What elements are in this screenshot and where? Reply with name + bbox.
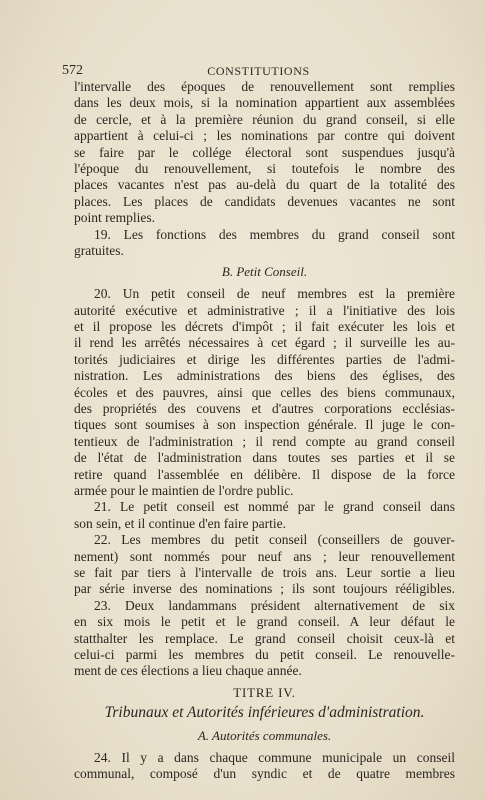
article-line: 22. Les membres du petit conseil (conseillers de gouver- <box>94 532 455 548</box>
body-text <box>74 79 455 782</box>
text-line: places. Les places de candidats devenues vacantes ne sont <box>74 193 455 209</box>
text-line: torités judiciaires et dirige les différentes parties de l'admi- <box>74 351 455 367</box>
page-number: 572 <box>62 63 83 78</box>
text-line: et il propose les décrets d'impôt ; il fait exécuter les lois et <box>74 319 455 335</box>
article-line: 24. Il y a dans chaque commune municipale un conseil <box>94 749 455 765</box>
text-line: nement) sont nommés pour neuf ans ; leur renouvellement <box>74 548 455 564</box>
article-line: 20. Un petit conseil de neuf membres est la première <box>94 286 455 302</box>
text-line: il rend les arrêtés nécessaires à cet égard ; il surveille les au- <box>74 335 455 351</box>
text-line: par série inverse des nominations ; ils sont toujours rééligibles. <box>74 581 455 597</box>
text-line: celui-ci parmi les membres du petit conseil. Le renouvelle- <box>74 646 455 662</box>
text-line: dans les deux mois, si la nomination appartient aux assemblées <box>74 95 455 111</box>
text-line: se fait par tiers à l'intervalle de trois ans. Leur sortie a lieu <box>74 564 455 580</box>
text-line: gratuites. <box>74 242 124 258</box>
text-line: armée pour le maintien de l'ordre public. <box>74 482 294 498</box>
article-line: 23. Deux landammans président alternativement de six <box>94 597 455 613</box>
title-subheading: Tribunaux et Autorités inférieures d'administration. <box>104 703 425 721</box>
text-line: l'intervalle des époques de renouvellement sont remplies <box>74 79 455 94</box>
text-line: l'époque du renouvellement, si toutefois le nombre des <box>74 160 455 176</box>
text-line: des propriétés des couvens et d'autres corporations ecclésias- <box>74 401 455 417</box>
text-line: de l'état de l'administration dans toutes ses parties et il se <box>74 450 455 466</box>
text-line: statthalter les remplace. Le grand conseil choisit ceux-là et <box>74 630 455 646</box>
text-line: retire quand l'assemblée en délibère. Il dispose de la force <box>74 466 455 482</box>
text-line: places vacantes n'est pas au-delà du quart de la totalité des <box>74 177 455 193</box>
text-line: appartient à celui-ci ; les nominations par contre qui doivent <box>74 128 455 144</box>
text-line: nistration. Les administrations des biens des églises, des <box>74 368 455 384</box>
text-line: se faire par le collége électoral sont suspendues jusqu'à <box>74 144 455 160</box>
article-line: 21. Le petit conseil est nommé par le grand conseil dans <box>94 499 455 515</box>
text-line: son sein, et il continue d'en faire partie. <box>74 515 286 531</box>
text-line: en six mois le petit et le grand conseil. A leur défaut le <box>74 614 455 630</box>
text-line: tentieux de l'administration ; il rend compte au grand conseil <box>74 433 455 449</box>
text-line: ment de ces élections a lieu chaque année. <box>74 663 302 679</box>
text-line: autorité exécutive et administrative ; il a l'initiative des lois <box>74 302 455 318</box>
text-line: de cercle, et à la première réunion du grand conseil, si elle <box>74 111 455 127</box>
section-subheading: A. Autorités communales. <box>197 727 332 743</box>
running-title: CONSTITUTIONS <box>207 64 310 78</box>
text-line: écoles et des pauvres, ainsi que celles des biens communaux, <box>74 384 455 400</box>
section-subheading: B. Petit Conseil. <box>221 264 308 280</box>
page-header <box>62 64 455 80</box>
title-heading: TITRE IV. <box>233 684 296 700</box>
text-line: communal, composé d'un syndic et de quatre membres <box>74 766 455 782</box>
text-line: point remplies. <box>74 210 155 226</box>
article-line: 19. Les fonctions des membres du grand conseil sont <box>94 226 455 242</box>
text-line: tiques sont soumises à son inspection générale. Il juge le con- <box>74 417 455 433</box>
